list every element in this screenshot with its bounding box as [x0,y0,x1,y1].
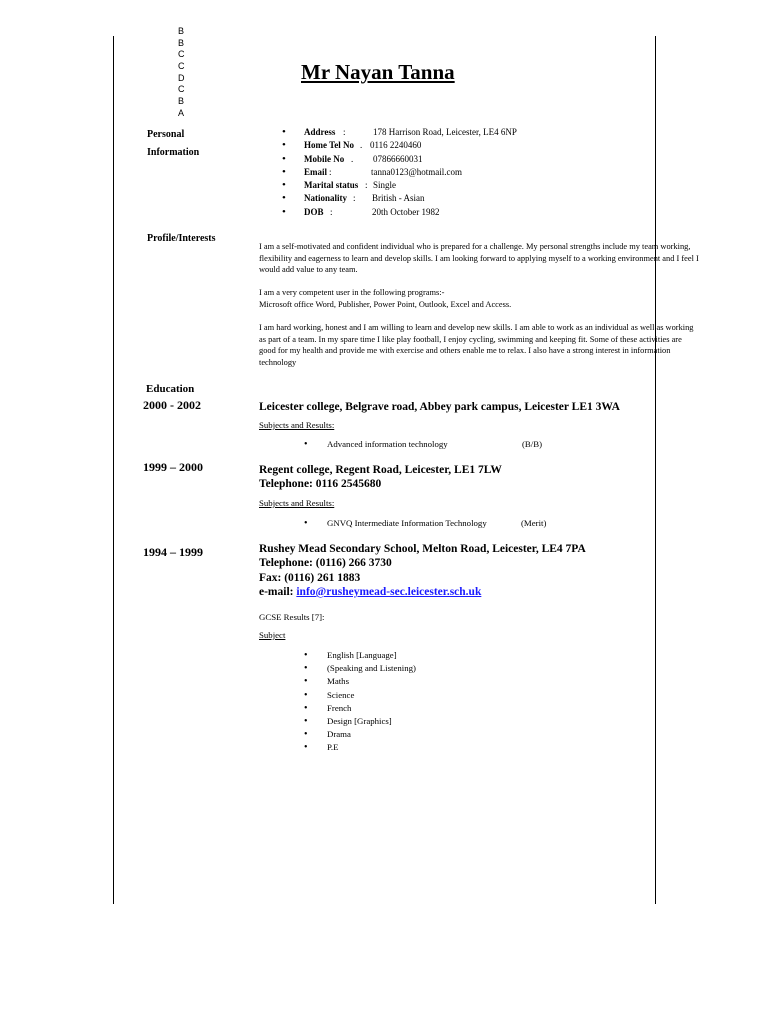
bullet-icon: • [282,179,286,192]
bullet-icon: • [282,205,286,218]
right-margin-line [655,36,656,904]
field-sep: : [330,206,333,217]
subjects-results-label: Subjects and Results: [259,498,335,508]
grade-letter: C [178,84,185,95]
school-email-link[interactable]: info@rusheymead-sec.leicester.sch.uk [296,586,482,598]
grade-letter: C [178,49,185,60]
institution-name: Leicester college, Belgrave road, Abbey park campus, Leicester LE1 3WA [259,401,620,413]
field-value: 20th October 1982 [372,206,440,217]
field-key: DOB [304,206,324,217]
bullet-icon: • [304,729,308,741]
field-key: Mobile No [304,153,345,164]
institution-phone: Telephone: 0116 2545680 [259,478,382,490]
field-key: Home Tel No [304,140,355,151]
field-value: Single [373,180,397,191]
cv-name: Mr Nayan Tanna [301,60,455,84]
grade-letter: B [178,96,185,107]
grade-letter: A [178,107,185,118]
bullet-icon: • [304,518,308,529]
subject-name: Advanced information technology [327,439,448,449]
bullet-icon: • [282,139,286,152]
field-value: 178 Harrison Road, Leicester, LE4 6NP [373,127,517,137]
grade-letter: B [178,26,185,36]
field-sep: : [353,193,356,204]
gcse-subject: French [327,702,352,713]
institution-name: Rushey Mead Secondary School, Melton Road, Leicester, LE4 7PA [259,543,586,555]
bullet-icon: • [304,439,308,450]
personal-item-marital [282,179,582,192]
profile-paragraph-1: I am a self-motivated and confident individual who is prepared for a challenge. My personal strengths include my team working, flexibility and eagerness to learn and develop skills. I am looking forward to applying myself to a working environment and I feel I would add value to any team. [259,242,699,275]
profile-label: Profile/Interests [147,233,216,244]
gcse-subject: Science [327,689,355,700]
subject-result: (Merit) [521,518,547,528]
gcse-subject: (Speaking and Listening) [327,663,416,674]
gcse-subject: Maths [327,676,349,687]
field-sep: : [343,127,346,137]
bullet-icon: • [304,676,308,688]
field-key: Email [304,166,328,177]
personal-item-home-tel [282,139,582,152]
field-key: Marital status [304,180,359,191]
email-label: e-mail: [259,586,294,598]
subjects-results-label: Subjects and Results: [259,420,335,430]
grade-letter: B [178,37,185,48]
gcse-subject: Drama [327,729,351,740]
subject-result: (B/B) [522,439,543,449]
institution-name: Regent college, Regent Road, Leicester, LE1 7LW [259,464,502,476]
field-key: Address [304,127,336,137]
personal-item-address [282,126,582,139]
personal-item-nationality [282,192,582,205]
bullet-icon: • [282,126,286,138]
personal-info-label [147,126,199,162]
personal-item-dob [282,206,582,219]
personal-label-line2: Information [147,147,200,158]
gcse-subject: P.E [327,742,339,753]
gcse-subject: Design [Graphics] [327,715,392,726]
subject-header: Subject [259,630,286,640]
field-value: tanna0123@hotmail.com [371,166,463,177]
gcse-results-label: GCSE Results [7]: [259,612,325,622]
profile-paragraph-2 [259,287,699,310]
bullet-icon: • [282,152,286,165]
bullet-icon: • [304,742,308,754]
bullet-icon: • [282,192,286,205]
bullet-icon: • [304,715,308,727]
field-value: 0116 2240460 [370,140,422,151]
programs-list: Microsoft office Word, Publisher, Power Point, Outlook, Excel and Access. [259,299,512,309]
field-sep: : [365,180,368,191]
field-key: Nationality [304,193,348,204]
bullet-icon: • [304,663,308,675]
subject-name: GNVQ Intermediate Information Technology [327,518,487,528]
institution-fax: Fax: (0116) 261 1883 [259,572,361,584]
field-sep: . [360,140,363,151]
education-years: 2000 - 2002 [143,398,201,412]
bullet-icon: • [304,689,308,701]
personal-label-line1: Personal [147,129,185,140]
bullet-icon: • [282,165,286,178]
institution-phone: Telephone: (0116) 266 3730 [259,557,392,569]
education-years: 1999 – 2000 [143,460,203,474]
grade-letter: D [178,72,185,83]
education-label: Education [146,383,195,395]
profile-paragraph-3: I am hard working, honest and I am willing to learn and develop new skills. I am able to work as an individual as well as working as part of a team. In my spare time I like play football, I enjoy cycling, swimming and keeping fit. Some of these activities are good for my health and provide me with exercise and others enable me to relax. I also have a strong interest in information technology [259,323,694,367]
field-value: British - Asian [372,193,425,204]
personal-item-email [282,166,582,179]
field-value: 07866660031 [373,153,423,164]
programs-intro: I am a very competent user in the following programs:- [259,288,445,297]
field-sep: : [329,166,332,177]
bullet-icon: • [304,702,308,714]
grade-column [178,26,192,120]
personal-item-mobile [282,153,582,166]
field-sep: . [351,153,354,164]
personal-info-list [282,126,582,219]
education-years: 1994 – 1999 [143,545,203,559]
left-margin-line [113,36,114,904]
bullet-icon: • [304,650,308,661]
institution-email-line [259,585,481,599]
grade-letter: C [178,61,185,72]
gcse-subject: English [Language] [327,650,397,660]
